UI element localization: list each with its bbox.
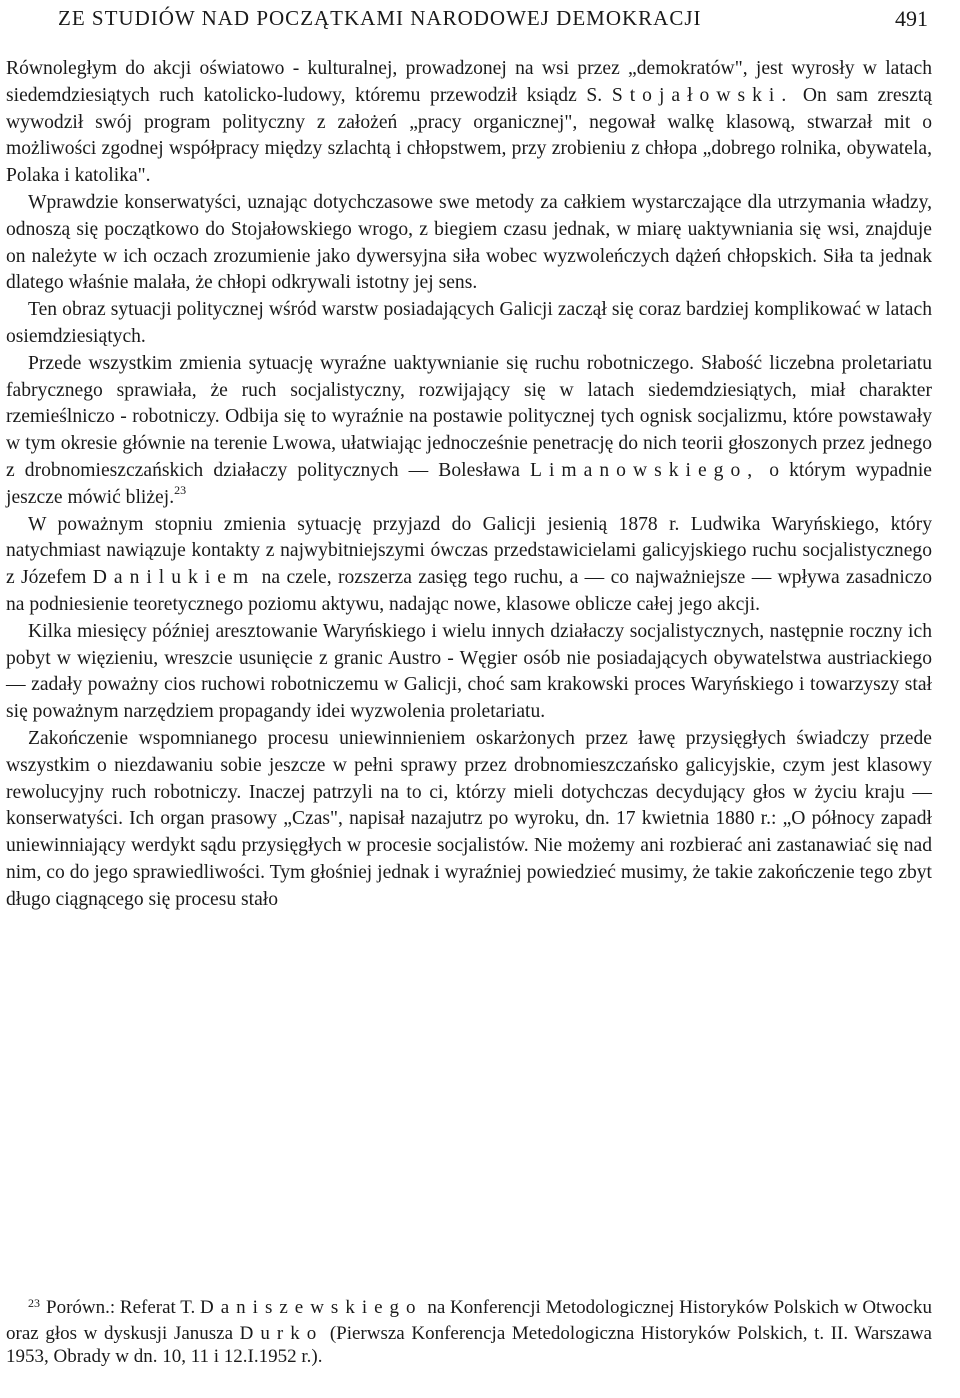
footnote-text: Porówn.: Referat T.	[46, 1297, 201, 1318]
spaced-name-limanowski: Limanowskiego,	[530, 459, 760, 481]
body-text	[6, 56, 932, 914]
paragraph-2: Wprawdzie konserwatyści, uznając dotychczasowe swe metody za całkiem wystarczające dla utrzymania władzy, odnoszą się początkowo do Stojałowskiego wrogo, z biegiem czasu jednak, w miarę uaktywniania się wsi, znajduje on należyte w ich oczach zrozumienie jako dywersyjna siła wobec wyzwoleńczych dążeń chłopskich. Siła ta jednak dlatego właśnie malała, że chłopi odkrywali istotny jej sens.	[6, 191, 932, 294]
spaced-name-durko: Durko	[239, 1322, 324, 1344]
spaced-name-stojalowski: Stojałowski.	[611, 84, 794, 106]
paragraph-1-text: Równoległym do akcji oświatowo - kulturalnej, prowadzonej na wsi przez „demokratów", jest wyrosły w latach siedemdziesiątych ruch katolicko-ludowy, któremu przewodził ksiądz S.	[6, 58, 932, 106]
paragraph-4	[6, 351, 932, 512]
paragraph-4-text: Przede wszystkim zmienia sytuację wyraźne uaktywnianie się ruchu robotniczego. Słabość liczebna proletariatu fabrycznego sprawiała, że ruch socjalistyczny, rozwijający się w latach siedemdziesiątych, miał charakter rzemieślniczo - robotniczy. Odbija się to wyraźnie na postawie politycznej tych ognisk socjalizmu, które powstawały w tym okresie głównie na terenie Lwowa, ułatwiając jednocześnie penetrację do nich teorii głoszonych przez jednego z drobnomieszczańskich działaczy politycznych — Bolesława	[6, 352, 932, 481]
paragraph-1	[6, 56, 932, 190]
paragraph-4-text-continued: o którym wypadnie jeszcze mówić bliżej.	[6, 459, 932, 508]
page-number: 491	[895, 6, 928, 31]
footnote-23	[6, 1296, 932, 1369]
paragraph-1-text-continued: On sam zresztą wywodził swój program polityczny z założeń „pracy organicznej", negował walkę klasową, stwarzał mit o możliwości zgodnej współpracy między szlachtą i chłopstwem, przy zrobieniu z chłopa „dobrego rolnika, obywatela, Polaka i katolika".	[6, 84, 932, 187]
footnote-text-end: (Pierwsza Konferencja Metedologiczna Historyków Polskich, t. II. Warszawa 1953, Obrady w dn. 10, 11 i 12.I.1952 r.).	[6, 1322, 932, 1367]
footnote-reference: 23	[174, 483, 187, 498]
paragraph-7: Zakończenie wspomnianego procesu uniewinnieniem oskarżonych przez ławę przysięgłych świadczy przede wszystkim o niezdawaniu sobie jeszcze w pełni sprawy przez drobnomieszczańsko galicyjskie, czym jest klasowy rewolucyjny ruch robotniczy. Inaczej patrzyli na to ci, którzy mieli dotychczas decydujący głos w życiu kraju — konserwatyści. Ich organ prasowy „Czas", napisał nazajutrz po wyroku, dn. 17 kwietnia 1880 r.: „O północy zapadł uniewinniający werdykt sądu przysięgłych w procesie socjalistów. Nie możemy ani rozbierać ani zastanawiać się nad nim, co do jego sprawiedliwości. Tym głośniej jednak i wyraźniej powiedzieć musimy, że takie zakończenie tego zbyt długo ciągnącego się procesu stało	[6, 727, 932, 910]
paragraph-3: Ten obraz sytuacji politycznej wśród warstw posiadających Galicji zaczął się coraz bardziej komplikować w latach osiemdziesiątych.	[6, 299, 932, 347]
paragraph-5-text: W poważnym stopniu zmienia sytuację przyjazd do Galicji jesienią 1878 r. Ludwika Waryńskiego, który natychmiast nawiązuje kontakty z najwybitniejszymi ówczas przedstawicielami galicyjskiego ruchu socjalistycznego z Józefem	[6, 513, 932, 589]
spaced-name-daniszewski: Daniszewskiego	[200, 1297, 423, 1318]
running-head: ZE STUDIÓW NAD POCZĄTKAMI NARODOWEJ DEMOKRACJI	[58, 6, 702, 30]
footnote-text-continued: na Konferencji Metodologicznej Historyków Polskich w Otwocku oraz głos w dyskusji Janusza	[6, 1297, 932, 1344]
paragraph-5-text-continued: na czele, rozszerza zasięg tego ruchu, a — co najważniejsze — wpływa zasadniczo na podniesienie teoretycznego poziomu aktywu, nadając nowe, klasowe oblicze całej jego akcji.	[6, 567, 932, 615]
page-header	[0, 0, 960, 40]
paragraph-5	[6, 512, 932, 619]
footnote-number: 23	[28, 1296, 40, 1310]
spaced-name-daniluk: Danilukiem	[92, 567, 256, 589]
footnotes	[6, 1296, 932, 1369]
paragraph-6: Kilka miesięcy później aresztowanie Waryńskiego i wielu innych działaczy socjalistycznych, następnie roczny ich pobyt w więzieniu, wreszcie usunięcie z granic Austro - Węgier osób nie posiadających obywatelstwa austriackiego — zadały poważny cios ruchowi robotniczemu w Galicji, choć sam krakowski proces Waryńskiego i towarzyszy stał się poważnym narzędziem propagandy idei wyzwolenia proletariatu.	[6, 620, 932, 723]
